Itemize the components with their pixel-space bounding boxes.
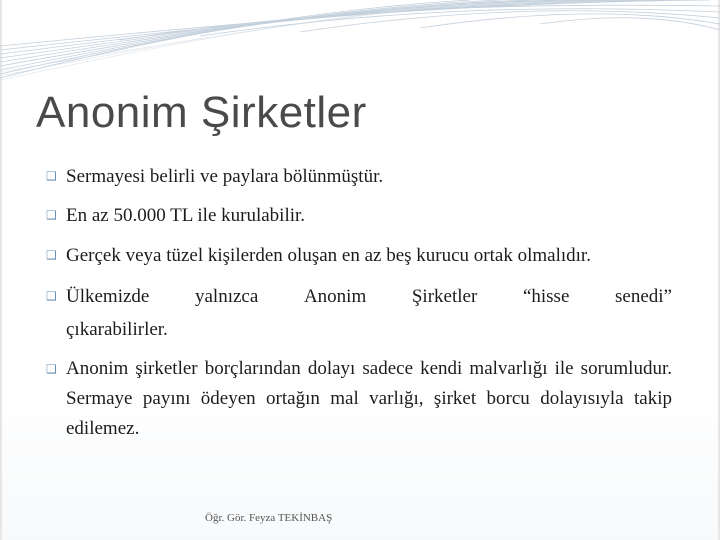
bullet-icon: ❑ [46,362,57,376]
slide-title: Anonim Şirketler [36,88,367,137]
bullet-item [46,160,672,193]
bullet-text: En az 50.000 TL ile kurulabilir. [66,205,306,226]
bullet-text: Sermayesi belirli ve paylara bölünmüştür. [66,166,384,187]
bullet-text: Anonim şirketler borçlarından dolayı sadece kendi malvarlığı ile sorumludur. Sermaye payını ödeyen ortağın mal varlığı, şirket borcu dolayısıyla takip edilemez. [66,358,672,439]
bullet-word: Anonim [303,286,367,307]
bullet-icon: ❑ [46,248,57,262]
bullet-icon: ❑ [46,289,57,303]
slide-frame-left [0,0,2,540]
bullet-word: senedi” [615,286,672,307]
bullet-item [46,199,672,232]
bullet-item [46,239,672,272]
bullet-text [66,280,672,313]
footer-author: Öğr. Gör. Feyza TEKİNBAŞ [205,512,333,524]
bullet-list [46,160,672,444]
bullet-item [46,280,672,346]
bullet-word: Ülkemizde [66,286,150,307]
bullet-continuation: çıkarabilirler. [66,319,168,340]
wave-decoration-icon [0,0,720,80]
bullet-word: yalnızca [195,286,259,307]
bullet-icon: ❑ [46,208,57,222]
bullet-item [46,354,672,444]
bullet-word: “hisse [522,286,570,307]
bullet-text: Gerçek veya tüzel kişilerden oluşan en az beş kurucu ortak olmalıdır. [66,245,591,266]
bullet-word: Şirketler [411,286,478,307]
bullet-icon: ❑ [46,169,57,183]
